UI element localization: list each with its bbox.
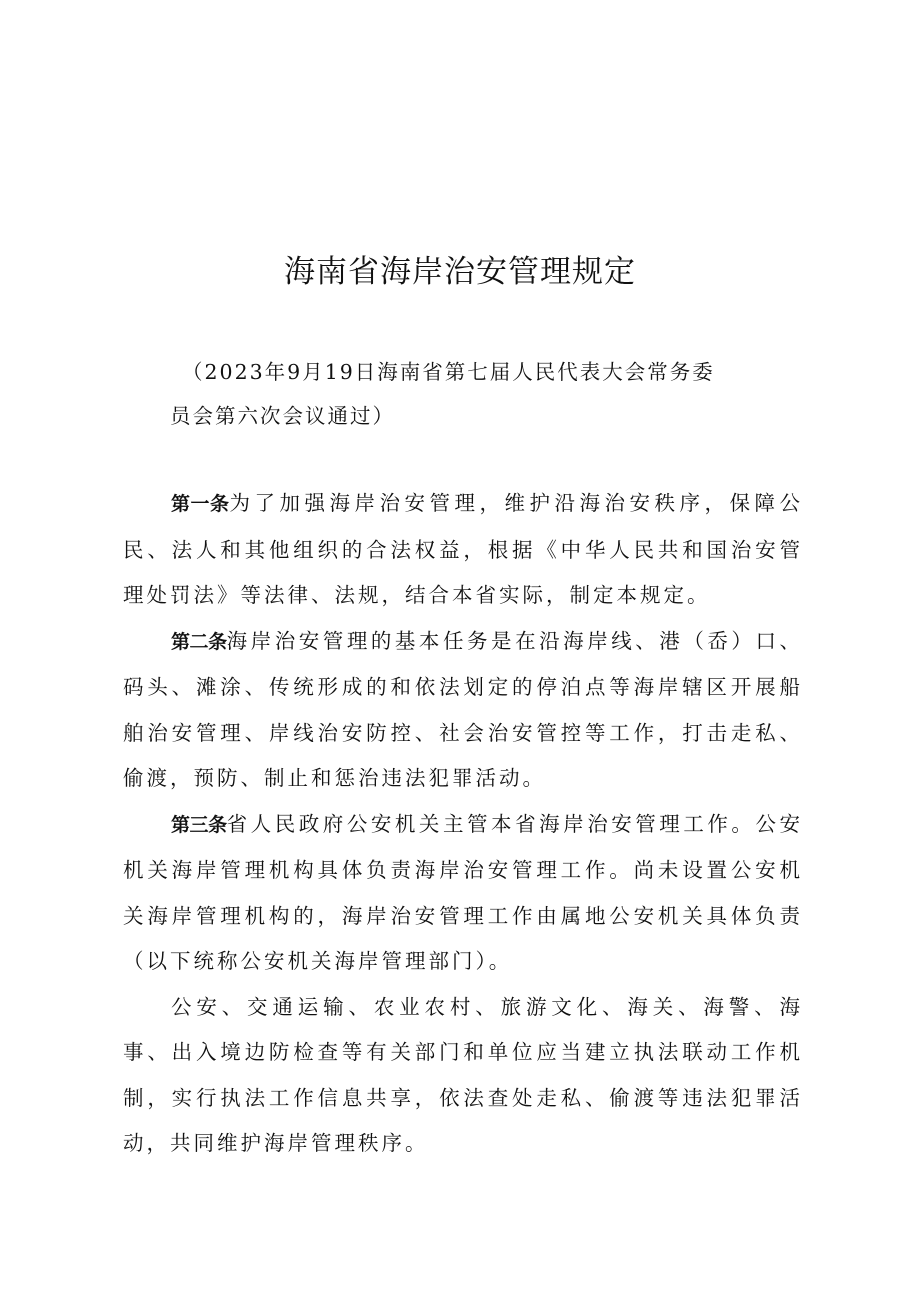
article-label: 第二条 <box>171 630 227 653</box>
article-3 <box>123 802 803 985</box>
article-label: 第一条 <box>171 493 230 515</box>
adoption-note: （2023年9月19日海南省第七届人民代表大会常务委员会第六次会议通过） <box>170 360 715 428</box>
article-1 <box>123 481 803 619</box>
article-text: 为了加强海岸治安管理，维护沿海治安秩序，保障公民、法人和其他组织的合法权益，根据《中华人民共和国治安管理处罚法》等法律、法规，结合本省实际，制定本规定。 <box>123 491 803 607</box>
paragraph-text: 公安、交通运输、农业农村、旅游文化、海关、海警、海事、出入境边防检查等有关部门和单位应当建立执法联动工作机制，实行执法工作信息共享，依法查处走私、偷渡等违法犯罪活动，共同维护海岸管理秩序。 <box>123 994 803 1155</box>
article-text: 海岸治安管理的基本任务是在沿海岸线、港（岙）口、码头、滩涂、传统形成的和依法划定的停泊点等海岸辖区开展船舶治安管理、岸线治安防控、社会治安管控等工作，打击走私、偷渡，预防、制止和惩治违法犯罪活动。 <box>123 628 803 790</box>
document-body <box>123 481 803 1167</box>
document-title: 海南省海岸治安管理规定 <box>284 254 636 290</box>
article-text: 省人民政府公安机关主管本省海岸治安管理工作。公安机关海岸管理机构具体负责海岸治安管理工作。尚未设置公安机关海岸管理机构的，海岸治安管理工作由属地公安机关具体负责（以下统称公安机关海岸管理部门）。 <box>123 811 803 973</box>
article-3-paragraph-2 <box>123 985 803 1167</box>
article-2 <box>123 619 803 802</box>
article-label: 第三条 <box>171 813 227 836</box>
